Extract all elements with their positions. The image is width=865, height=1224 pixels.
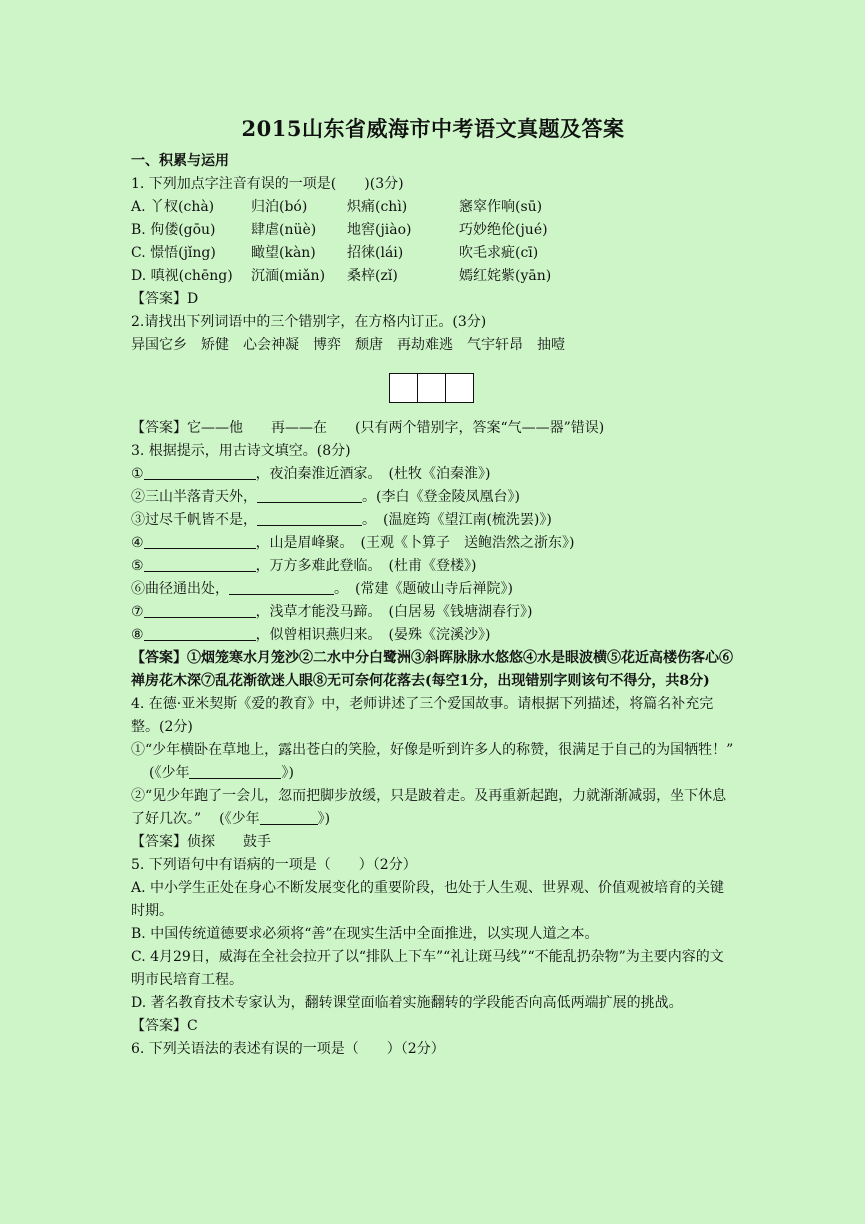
line-prefix: ④ — [131, 535, 144, 551]
line-prefix: ③过尽千帆皆不是， — [131, 512, 257, 528]
line-prefix: ②三山半落青天外， — [131, 489, 257, 505]
option-term: C. 憬悟(jǐng) — [131, 245, 216, 261]
ref-prefix: (《少年 — [219, 811, 260, 827]
option-term: A. 丫杈(chà) — [131, 199, 215, 215]
document-body — [131, 112, 735, 1061]
correction-grid-area — [131, 357, 735, 417]
fill-blank[interactable] — [144, 555, 256, 572]
q1-option-a — [131, 196, 735, 219]
grid-cell[interactable] — [390, 374, 418, 402]
answer-1: 【答案】D — [131, 291, 199, 307]
option-term: 肆虐(nüè) — [251, 222, 317, 238]
fill-blank[interactable] — [144, 601, 256, 618]
line-suffix: 。(李白《登金陵凤凰台》) — [362, 489, 520, 505]
answer-4: 【答案】侦探 鼓手 — [131, 834, 271, 850]
option-term: 窸窣作响(sū) — [459, 199, 543, 215]
line-suffix: ，山是眉峰聚。 (王观《卜算子 送鲍浩然之浙东》) — [255, 535, 575, 551]
line-suffix: ，似曾相识燕归来。 (晏殊《浣溪沙》) — [255, 627, 491, 643]
grid-cell[interactable] — [446, 374, 473, 402]
fill-blank[interactable] — [144, 624, 256, 641]
option-term: 桑梓(zǐ) — [347, 268, 398, 284]
option-term: 炽痛(chì) — [347, 199, 408, 215]
option-term: 嫣红姹紫(yān) — [459, 268, 552, 284]
option-term: 巧妙绝伦(jué) — [459, 222, 548, 238]
q2-word-list: 异国它乡 矫健 心会神凝 博弈 颓唐 再劫难逃 气宇轩昂 抽噎 — [131, 337, 565, 353]
poem-line — [131, 463, 735, 486]
line-prefix: ① — [131, 466, 144, 482]
line-suffix: ，万方多难此登临。 (杜甫《登楼》) — [255, 558, 477, 574]
q4-item-2 — [131, 785, 735, 831]
page-title: 2015山东省威海市中考语文真题及答案 — [241, 116, 625, 141]
fill-blank[interactable] — [260, 808, 318, 825]
fill-blank[interactable] — [257, 509, 362, 526]
option-term: 吹毛求疵(cī) — [459, 245, 539, 261]
question-5: 5. 下列语句中有语病的一项是（ ）（2分） — [131, 857, 417, 873]
line-suffix: ，浅草才能没马蹄。 (白居易《钱塘湖春行》) — [255, 604, 533, 620]
answer-5: 【答案】C — [131, 1018, 198, 1034]
fill-blank[interactable] — [144, 463, 256, 480]
option-term: D. 嗔视(chēng) — [131, 268, 233, 284]
q5-option-a: A. 中小学生正处在身心不断发展变化的重要阶段，也处于人生观、世界观、价值观被培育的关键时期。 — [131, 880, 725, 919]
question-4: 4. 在德·亚米契斯《爱的教育》中，老师讲述了三个爱国故事。请根据下列描述，将篇名补充完整。(2分) — [131, 696, 714, 735]
option-term: 地窖(jiào) — [347, 222, 412, 238]
line-prefix: ⑤ — [131, 558, 144, 574]
item-text: ①“少年横卧在草地上，露出苍白的笑脸，好像是听到许多人的称赞，很满足于自己的为国牺牲！” — [131, 742, 734, 758]
poem-line — [131, 555, 735, 578]
poem-line — [131, 601, 735, 624]
q1-option-c — [131, 242, 735, 265]
line-prefix: ⑧ — [131, 627, 144, 643]
q5-option-d: D. 著名教育技术专家认为，翻转课堂面临着实施翻转的学段能否向高低两端扩展的挑战。 — [131, 995, 683, 1011]
ref-suffix: 》) — [317, 811, 331, 827]
line-suffix: 。 (常建《题破山寺后禅院》) — [334, 581, 513, 597]
line-suffix: ，夜泊秦淮近酒家。 (杜牧《泊秦淮》) — [255, 466, 491, 482]
q4-item-1 — [131, 739, 735, 785]
q5-option-b: B. 中国传统道德要求必须将“善”在现实生活中全面推进，以实现人道之本。 — [131, 926, 599, 942]
question-6: 6. 下列关语法的表述有误的一项是（ ）（2分） — [131, 1041, 445, 1057]
q1-option-d — [131, 265, 735, 288]
question-3: 3. 根据提示，用古诗文填空。(8分) — [131, 443, 351, 459]
grid-cell[interactable] — [418, 374, 446, 402]
section-heading: 一、积累与运用 — [131, 153, 229, 169]
poem-line — [131, 624, 735, 647]
fill-blank[interactable] — [189, 762, 281, 779]
fill-blank[interactable] — [144, 532, 256, 549]
ref-prefix: (《少年 — [149, 765, 190, 781]
ref-suffix: 》) — [281, 765, 294, 781]
fill-blank[interactable] — [257, 486, 362, 503]
option-term: B. 佝偻(gōu) — [131, 222, 216, 238]
poem-line — [131, 578, 735, 601]
q1-option-b — [131, 219, 735, 242]
poem-line — [131, 532, 735, 555]
option-term: 沉湎(miǎn) — [251, 268, 326, 284]
option-term: 瞰望(kàn) — [251, 245, 316, 261]
line-prefix: ⑥曲径通出处， — [131, 581, 229, 597]
item-text: ②“见少年跑了一会儿，忽而把脚步放缓，只是跛着走。及再重新起跑，力就渐渐减弱，坐下休息了好几次。” — [131, 788, 727, 827]
answer-2: 【答案】它——他 再——在 (只有两个错别字，答案“气——器”错误) — [131, 420, 605, 436]
poem-line — [131, 486, 735, 509]
answer-3: 【答案】①烟笼寒水月笼沙②二水中分白鹭洲③斜晖脉脉水悠悠④水是眼波横⑤花近高楼伤客心⑥禅房花木深⑦乱花渐欲迷人眼⑧无可奈何花落去(每空1分，出现错别字则该句不得分，共8分) — [131, 650, 733, 689]
q5-option-c: C. 4月29日，威海在全社会拉开了以“排队上下车”“礼让斑马线”“不能乱扔杂物”为主要内容的文明市民培育工程。 — [131, 949, 724, 988]
line-prefix: ⑦ — [131, 604, 144, 620]
question-2: 2.请找出下列词语中的三个错别字，在方格内订正。(3分) — [131, 314, 487, 330]
fill-blank[interactable] — [229, 578, 334, 595]
option-term: 招徕(lái) — [347, 245, 404, 261]
question-1: 1. 下列加点字注音有误的一项是( )(3分) — [131, 176, 404, 192]
poem-line — [131, 509, 735, 532]
option-term: 归泊(bó) — [251, 199, 308, 215]
line-suffix: 。 (温庭筠《望江南(梳洗罢)》) — [362, 512, 552, 528]
correction-grid[interactable] — [389, 373, 474, 403]
